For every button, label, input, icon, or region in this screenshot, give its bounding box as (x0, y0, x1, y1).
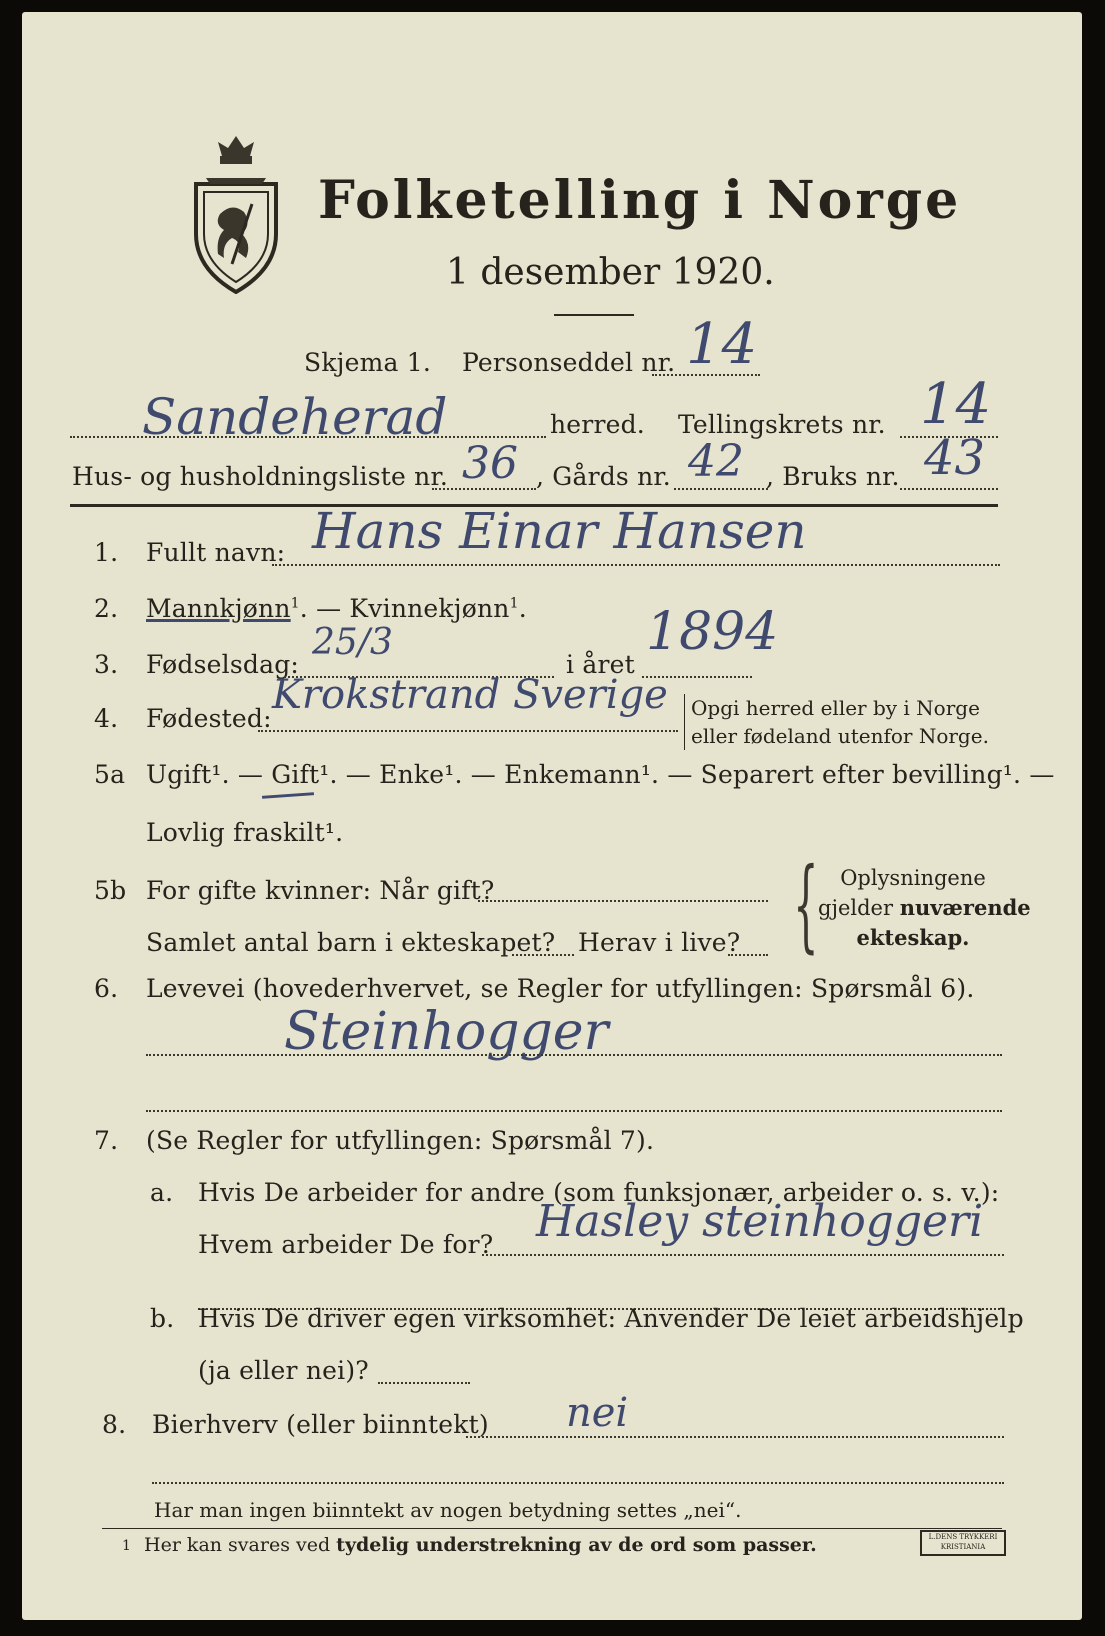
q8-label: Bierhverv (eller biinntekt) (152, 1410, 489, 1439)
herred-value: Sandeherad (142, 388, 448, 446)
q5b-line2a: Samlet antal barn i ekteskapet? (146, 928, 556, 957)
skjema-label: Skjema 1. (304, 348, 432, 377)
footnote-rule (102, 1528, 1002, 1529)
personseddel-label: Personseddel nr. (462, 348, 676, 377)
q5b-alive-dotted-line (728, 954, 768, 956)
q5b-line2b: Herav i live? (578, 928, 741, 957)
q8-secondary-income: nei (566, 1390, 629, 1436)
q4-note (684, 694, 989, 750)
q7a-dotted-line (482, 1254, 1004, 1256)
q1-number: 1. (94, 538, 119, 567)
q7a-line2: Hvem arbeider De for? (198, 1230, 494, 1259)
q6-number: 6. (94, 974, 119, 1003)
q6-dotted-line-1 (146, 1054, 1002, 1056)
q1-label: Fullt navn: (146, 538, 286, 567)
q3-year-label: i året (566, 650, 635, 679)
q7-label: (Se Regler for utfyllingen: Spørsmål 7). (146, 1126, 655, 1155)
q7b-line2: (ja eller nei)? (198, 1356, 369, 1385)
q4-number: 4. (94, 704, 119, 733)
q5b-note-line3: ekteskap. (856, 925, 970, 950)
q3-birth-year: 1894 (646, 602, 779, 662)
census-form (22, 12, 1082, 1620)
q4-note-line1: Opgi herred eller by i Norge (684, 694, 989, 722)
q5b-line1: For gifte kvinner: Når gift? (146, 876, 495, 905)
q6-dotted-line-2 (146, 1110, 1002, 1112)
q5b-note (818, 864, 1031, 952)
footnote-text-a: Her kan svares ved (144, 1534, 337, 1556)
q2-separator: . — (299, 594, 350, 623)
q5a-line2: Lovlig fraskilt¹. (146, 818, 344, 847)
gards-value: 42 (688, 436, 744, 487)
census-date: 1 desember 1920. (446, 252, 775, 293)
q5b-marriage-dotted-line (478, 900, 768, 902)
q7a-letter: a. (150, 1178, 174, 1207)
q5b-brace: { (793, 846, 819, 963)
q5a-line1: Ugift¹. — Gift¹. — Enke¹. — Enkemann¹. — Separert efter bevilling¹. — (146, 760, 1055, 789)
q6-label: Levevei (hovederhvervet, se Regler for utfyllingen: Spørsmål 6). (146, 974, 975, 1003)
q5a-number: 5a (94, 760, 126, 789)
q5b-note-line2b: nuværende (899, 895, 1031, 920)
husholdningsliste-value: 36 (462, 438, 518, 489)
q7b-line1: Hvis De driver egen virksomhet: Anvender De leiet arbeidshjelp (198, 1304, 1024, 1333)
q4-label: Fødested: (146, 704, 272, 733)
q2-footnote-mark-1: 1 (290, 595, 300, 612)
tellingskrets-value: 14 (920, 372, 992, 437)
q7a-employer: Hasley steinhoggeri (536, 1196, 984, 1247)
printer-stamp (920, 1530, 1006, 1556)
q7b-dotted-line (378, 1382, 470, 1384)
q8-number: 8. (102, 1410, 127, 1439)
q7b-letter: b. (150, 1304, 175, 1333)
printer-stamp-line1: L.DENS TRYKKERI (928, 1533, 998, 1541)
q2-end: . (518, 594, 527, 623)
gards-label: , Gårds nr. (536, 462, 671, 491)
q3-number: 3. (94, 650, 119, 679)
tellingskrets-label: Tellingskrets nr. (678, 410, 886, 439)
q2-options (146, 594, 527, 623)
q3-label: Fødselsdag: (146, 650, 300, 679)
q2-male-option: Mannkjønn (146, 594, 291, 623)
q4-birthplace: Krokstrand Sverige (272, 672, 668, 718)
q5b-number: 5b (94, 876, 127, 905)
form-title: Folketelling i Norge (318, 170, 962, 231)
gards-dotted-line (674, 488, 768, 490)
q5b-note-line2a: gjelder (818, 896, 900, 920)
q4-dotted-line (258, 730, 678, 732)
printer-stamp-line2: KRISTIANIA (940, 1543, 986, 1551)
footnote-text-b: tydelig understrekning av de ord som passer. (336, 1534, 817, 1556)
personseddel-value: 14 (686, 312, 758, 377)
q2-number: 2. (94, 594, 119, 623)
q7a-line1: Hvis De arbeider for andre (som funksjonær, arbeider o. s. v.): (198, 1178, 1000, 1207)
herred-label: herred. (550, 410, 645, 439)
q2-footnote-mark-2: 1 (509, 595, 519, 612)
coat-of-arms-icon (192, 134, 280, 294)
q2-female-option: Kvinnekjønn (349, 594, 510, 623)
husholdningsliste-label: Hus- og husholdningsliste nr. (72, 462, 449, 491)
bruks-label: , Bruks nr. (766, 462, 900, 491)
q1-full-name: Hans Einar Hansen (312, 502, 807, 560)
q5b-note-line1: Oplysningene (840, 866, 986, 890)
q1-dotted-line (272, 564, 1000, 566)
q8-dotted-line (466, 1436, 1004, 1438)
q6-occupation: Steinhogger (284, 1002, 609, 1062)
q7-number: 7. (94, 1126, 119, 1155)
q4-note-line2: eller fødeland utenfor Norge. (684, 722, 989, 750)
q8-dotted-line-2 (152, 1482, 1004, 1484)
footnote-text (144, 1534, 817, 1556)
title-divider (554, 314, 634, 316)
q5b-children-dotted-line (512, 954, 574, 956)
q5b-note-line2 (818, 893, 1031, 923)
biinntekt-note: Har man ingen biinntekt av nogen betydning settes „nei“. (154, 1498, 742, 1522)
q3-birth-date: 25/3 (312, 622, 393, 663)
gift-underline-mark (262, 792, 314, 799)
bruks-value: 43 (924, 430, 986, 486)
bruks-dotted-line (900, 488, 998, 490)
footnote-mark: 1 (122, 1538, 131, 1554)
